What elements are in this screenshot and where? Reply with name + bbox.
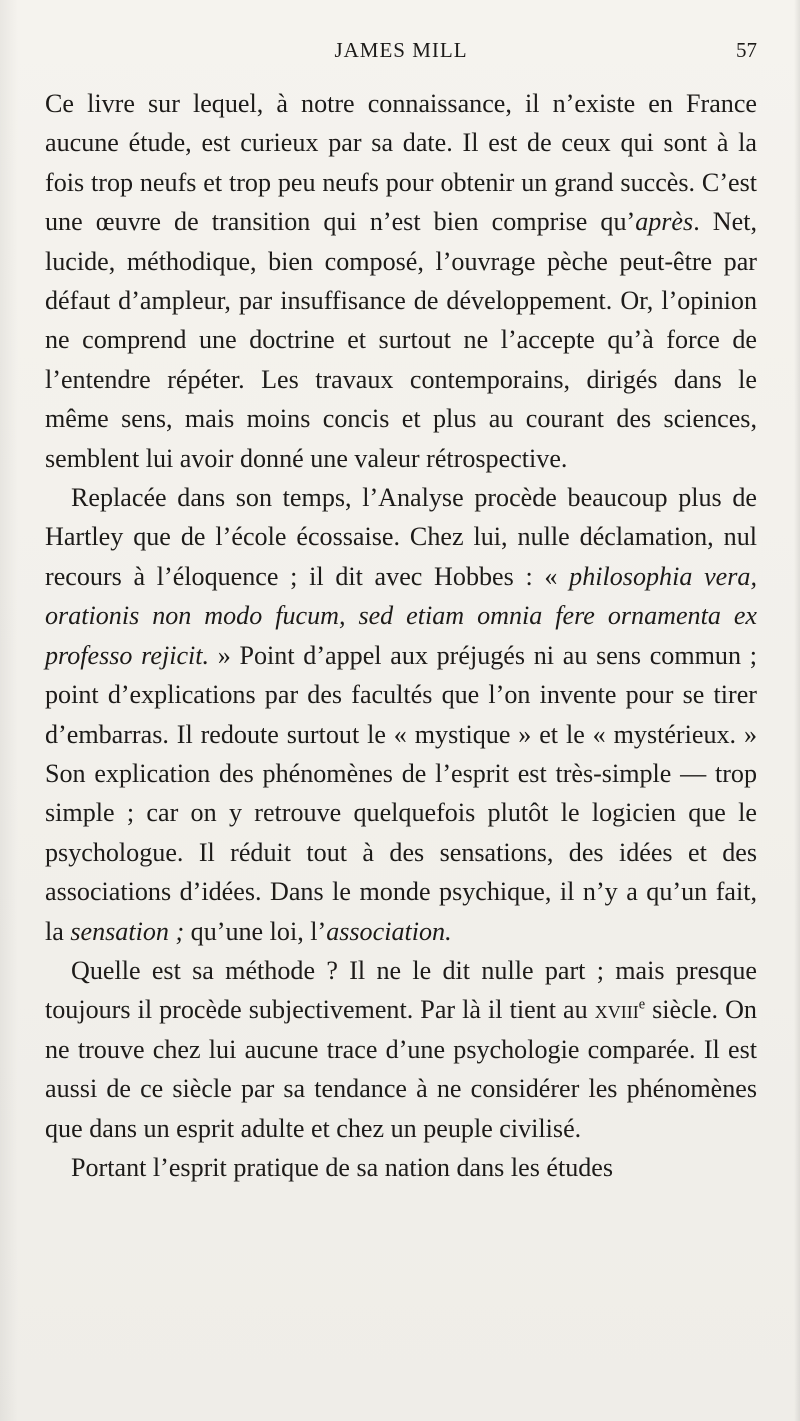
paragraph-2-text-a: Replacée dans son temps, l’Analyse procède beaucoup plus de Hartley que de l’école écossaise. Chez lui, nulle déclamation, nul recours à l’éloquence ; il dit avec Hobbes : «: [45, 483, 757, 591]
paragraph-2-italic-association: association.: [326, 916, 452, 946]
body-text: [45, 84, 757, 1187]
page-edge-shadow: [794, 0, 800, 1421]
page-header: [45, 38, 757, 70]
running-head: JAMES MILL: [334, 38, 468, 62]
paragraph-2: [45, 478, 757, 951]
paragraph-3-text-a: Quelle est sa méthode ? Il ne le dit nulle part ; mais presque toujours il procède subjectivement. Par là il tient au: [45, 955, 757, 1025]
paragraph-2-italic-sensation: sensation ;: [70, 916, 185, 946]
paragraph-2-text-e: qu’une loi, l’: [184, 916, 327, 946]
paragraph-3: [45, 951, 757, 1148]
paragraph-4-text-a: Portant l’esprit pratique de sa nation dans les études: [71, 1152, 614, 1182]
paragraph-1-text-a: Ce livre sur lequel, à notre connaissance, il n’existe en France aucune étude, est curieux par sa date. Il est de ceux qui sont à la fois trop neufs et trop peu neufs pour obtenir un grand succès. C’est une œuvre de transition qui n’est bien comprise qu’: [45, 89, 757, 237]
paragraph-3-text-d: siècle. On ne trouve chez lui aucune trace d’une psychologie comparée. Il est aussi de ce siècle par sa tendance à ne considérer les phénomènes que dans un esprit adulte et chez un peuple civilisé.: [45, 995, 757, 1143]
page-number: 57: [736, 38, 757, 62]
paragraph-1: [45, 84, 757, 478]
paragraph-1-text-c: . Net, lucide, méthodique, bien composé, l’ouvrage pèche peut-être par défaut d’ampleur, par insuffisance de développement. Or, l’opinion ne comprend une doctrine et surtout ne l’accepte qu’à force de l’entendre répéter. Les travaux contemporains, dirigés dans le même sens, mais moins concis et plus au courant des sciences, semblent lui avoir donné une valeur rétrospective.: [45, 207, 757, 473]
paragraph-3-superscript: e: [638, 996, 646, 1013]
paragraph-4: [45, 1148, 757, 1187]
paragraph-2-latin-quote: philosophia vera, orationis non modo fucum, sed etiam omnia fere ornamenta ex professo rejicit.: [45, 561, 757, 670]
paragraph-1-italic-apres: après: [635, 207, 694, 237]
paragraph-3-century: xviii: [594, 995, 639, 1025]
paragraph-2-text-c: » Point d’appel aux préjugés ni au sens commun ; point d’explications par des facultés que l’on invente pour se tirer d’embarras. Il redoute surtout le « mystique » et le « mystérieux. » Son explication des phénomènes de l’esprit est très-simple — trop simple ; car on y retrouve quelquefois plutôt le logicien que le psychologue. Il réduit tout à des sensations, des idées et des associations d’idées. Dans le monde psychique, il n’y a qu’un fait, la: [45, 640, 757, 946]
